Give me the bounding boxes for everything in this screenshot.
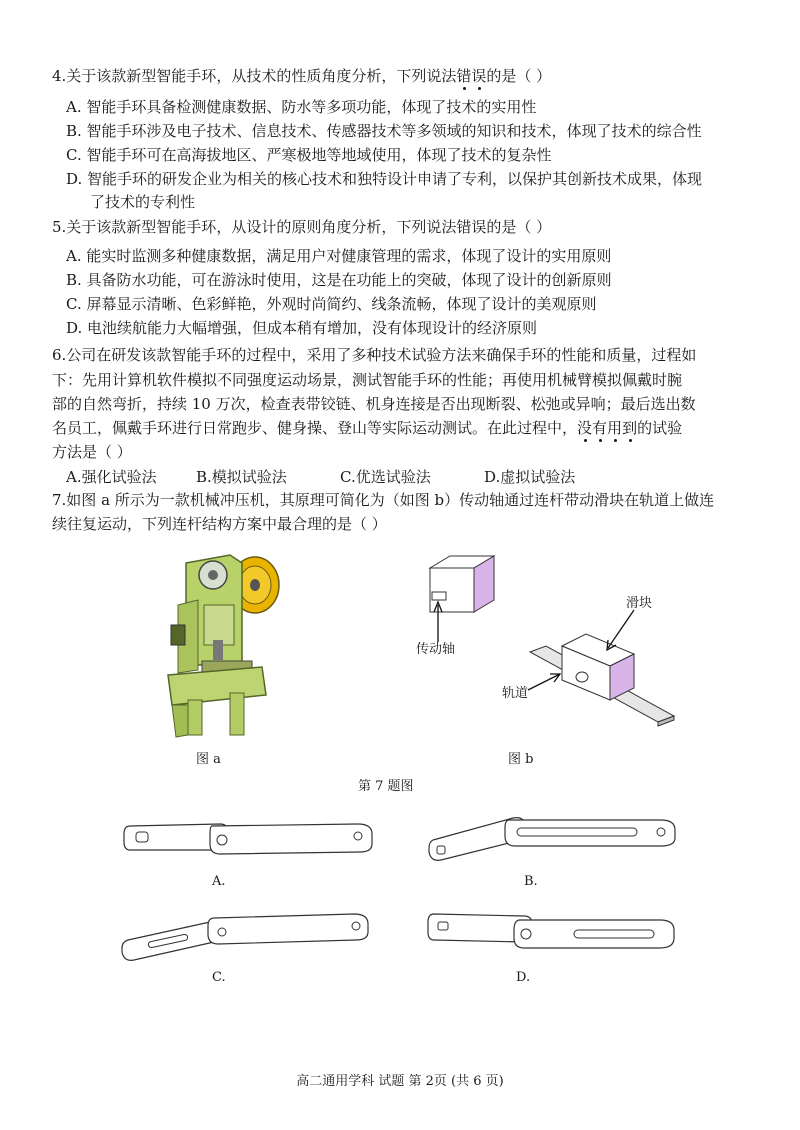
figure-title: 第 7 题图 <box>358 779 414 794</box>
q6-option-d: D.虚拟试验法 <box>484 468 576 486</box>
linkage-option-b <box>425 806 685 866</box>
page-footer: 高二通用学科 试题 第 2页 (共 6 页) <box>296 1074 504 1089</box>
q7-line-2: 续往复运动，下列连杆结构方案中最合理的是（ ） <box>52 515 387 533</box>
punch-press-figure <box>158 545 283 745</box>
q6-line-3: 部的自然弯折，持续 10 万次，检查表带铰链、机身连接是否出现断裂、松弛或异响；最后选出数 <box>52 395 696 413</box>
label-shaft: 传动轴 <box>416 642 456 657</box>
q6-option-b: B.模拟试验法 <box>196 468 287 486</box>
q4-emphasis: 错误 <box>456 67 487 85</box>
q4-option-d-continued: 了技术的专利性 <box>90 193 196 211</box>
choice-b-label: B. <box>524 874 538 889</box>
q4-option-c: C. 智能手环可在高海拔地区、严寒极地等地域使用，体现了技术的复杂性 <box>66 146 552 164</box>
fig-b-caption: 图 b <box>508 752 534 767</box>
choice-c-label: C. <box>212 970 226 985</box>
q6-line-5: 方法是（ ） <box>52 443 132 461</box>
linkage-option-c <box>118 904 380 964</box>
q7-line-1: 7.如图 a 所示为一款机械冲压机，其原理可简化为（如图 b）传动轴通过连杆带动滑块在轨道上做连 <box>52 491 715 509</box>
q6-option-c: C.优选试验法 <box>340 468 431 486</box>
q6-emphasis: 没有用到 <box>577 419 638 437</box>
q5-option-d: D. 电池续航能力大幅增强，但成本稍有增加，没有体现设计的经济原则 <box>66 319 538 337</box>
q6-line-4: 名员工，佩戴手环进行日常跑步、健身操、登山等实际运动测试。在此过程中，没有用到的试验 <box>52 419 683 437</box>
linkage-option-a <box>120 814 380 860</box>
q4-option-d: D. 智能手环的研发企业为相关的核心技术和独特设计申请了专利，以保护其创新技术成果，体现 <box>66 170 703 188</box>
q4-stem: 4.关于该款新型智能手环，从技术的性质角度分析，下列说法错误的是（ ） <box>52 67 552 85</box>
q5-stem: 5.关于该款新型智能手环，从设计的原则角度分析，下列说法错误的是（ ） <box>52 218 552 236</box>
q6-line-2: 下：先用计算机软件模拟不同强度运动场景，测试智能手环的性能；再使用机械臂模拟佩戴时腕 <box>52 371 683 389</box>
q6-line-1: 6.公司在研发该款智能手环的过程中，采用了多种技术试验方法来确保手环的性能和质量，过程如 <box>52 346 697 364</box>
linkage-option-d <box>424 906 686 956</box>
fig-a-caption: 图 a <box>196 752 221 767</box>
q5-option-b: B. 具备防水功能，可在游泳时使用，这是在功能上的突破，体现了设计的创新原则 <box>66 271 612 289</box>
q6-option-a: A.强化试验法 <box>66 468 157 486</box>
choice-a-label: A. <box>212 874 226 889</box>
label-rail: 轨道 <box>502 686 529 701</box>
choice-d-label: D. <box>516 970 531 985</box>
q5-option-c: C. 屏幕显示清晰、色彩鲜艳，外观时尚简约、线条流畅，体现了设计的美观原则 <box>66 295 597 313</box>
label-slider: 滑块 <box>626 596 653 611</box>
q4-option-a: A. 智能手环具备检测健康数据、防水等多项功能，体现了技术的实用性 <box>66 98 537 116</box>
q4-option-b: B. 智能手环涉及电子技术、信息技术、传感器技术等多领域的知识和技术，体现了技术的综合性 <box>66 122 702 140</box>
q5-option-a: A. 能实时监测多种健康数据，满足用户对健康管理的需求，体现了设计的实用原则 <box>66 247 612 265</box>
